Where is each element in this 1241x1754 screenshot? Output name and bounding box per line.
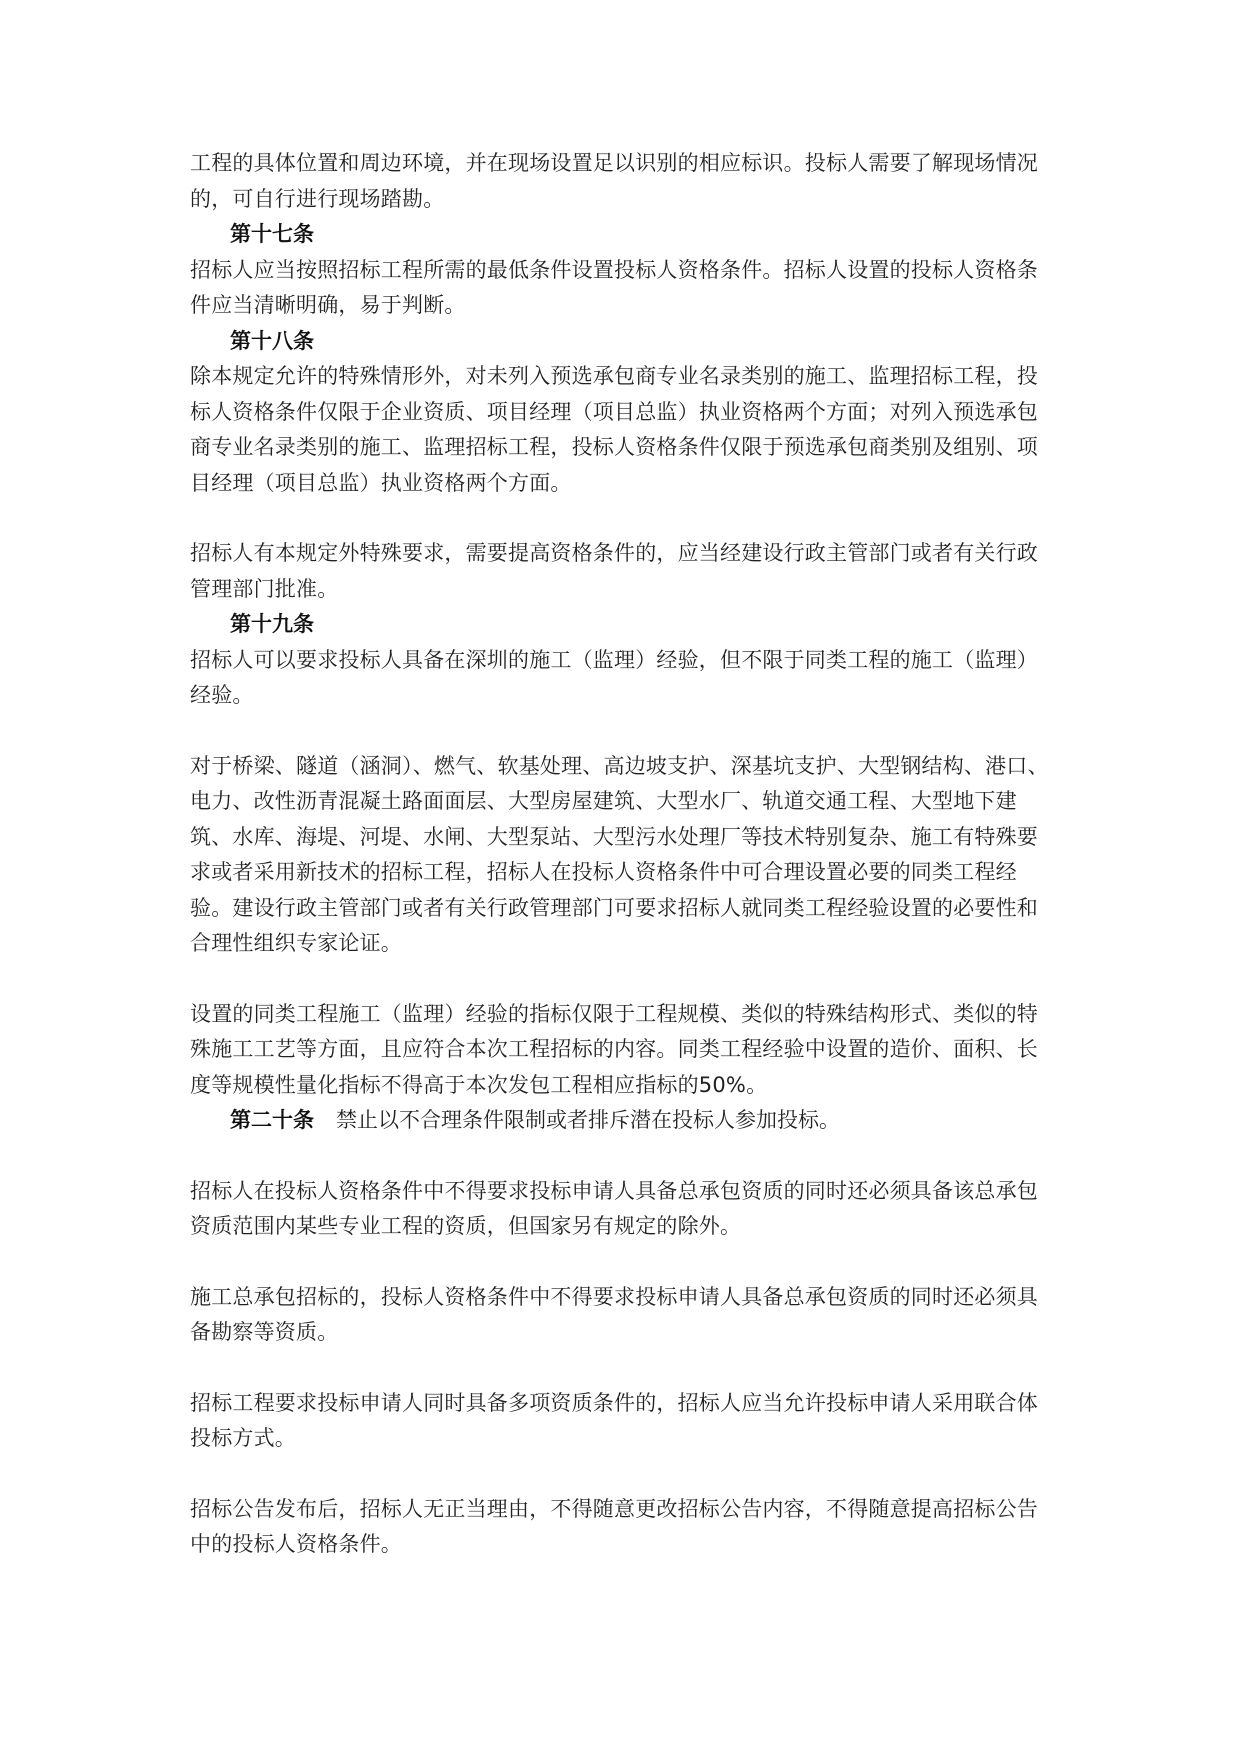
article-20-inline-text: 禁止以不合理条件限制或者排斥潜在投标人参加投标。 <box>336 1108 840 1132</box>
article-17-heading: 第十七条 <box>230 222 314 246</box>
article-18-heading: 第十八条 <box>230 328 314 353</box>
article-20-paragraph-1: 招标人在投标人资格条件中不得要求投标申请人具备总承包资质的同时还必须具备该总承包资质范围内某些专业工程的资质，但国家另有规定的除外。 <box>190 1178 1038 1238</box>
article-20-paragraph-4: 招标公告发布后，招标人无正当理由，不得随意更改招标公告内容，不得随意提高招标公告中的投标人资格条件。 <box>190 1496 1038 1556</box>
document-page <box>190 146 1054 1563</box>
article-19-paragraph-1: 招标人可以要求投标人具备在深圳的施工（监理）经验，但不限于同类工程的施工（监理）经验。 <box>190 647 1038 707</box>
article-17-paragraph-1: 招标人应当按照招标工程所需的最低条件设置投标人资格条件。招标人设置的投标人资格条件应当清晰明确，易于判断。 <box>190 257 1038 317</box>
article-20-title: 第二十条 <box>230 1108 314 1132</box>
article-18-paragraph-1: 除本规定允许的特殊情形外，对未列入预选承包商专业名录类别的施工、监理招标工程，投标人资格条件仅限于企业资质、项目经理（项目总监）执业资格两个方面；对列入预选承包商专业名录类别的施工、监理招标工程，投标人资格条件仅限于预选承包商类别及组别、项目经理（项目总监）执业资格两个方面。 <box>190 364 1038 495</box>
article-19-paragraph-3: 设置的同类工程施工（监理）经验的指标仅限于工程规模、类似的特殊结构形式、类似的特殊施工工艺等方面，且应符合本次工程招标的内容。同类工程经验中设置的造价、面积、长度等规模性量化指标不得高于本次发包工程相应指标的50%。 <box>190 1001 1038 1097</box>
article-18-paragraph-2: 招标人有本规定外特殊要求，需要提高资格条件的，应当经建设行政主管部门或者有关行政管理部门批准。 <box>190 541 1038 601</box>
article-20-paragraph-2: 施工总承包招标的，投标人资格条件中不得要求投标申请人具备总承包资质的同时还必须具备勘察等资质。 <box>190 1284 1038 1344</box>
article-20-heading <box>190 1103 1054 1139</box>
article-19-paragraph-2: 对于桥梁、隧道（涵洞）、燃气、软基处理、高边坡支护、深基坑支护、大型钢结构、港口、电力、改性沥青混凝土路面面层、大型房屋建筑、大型水厂、轨道交通工程、大型地下建筑、水库、海堤、河堤、水闸、大型泵站、大型污水处理厂等技术特别复杂、施工有特殊要求或者采用新技术的招标工程，招标人在投标人资格条件中可合理设置必要的同类工程经验。建设行政主管部门或者有关行政管理部门可要求招标人就同类工程经验设置的必要性和合理性组织专家论证。 <box>190 753 1049 955</box>
paragraph-site-location: 工程的具体位置和周边环境，并在现场设置足以识别的相应标识。投标人需要了解现场情况的，可自行进行现场踏勘。 <box>190 151 1038 211</box>
article-19-heading: 第十九条 <box>230 612 314 636</box>
article-20-paragraph-3: 招标工程要求投标申请人同时具备多项资质条件的，招标人应当允许投标申请人采用联合体投标方式。 <box>190 1390 1038 1450</box>
